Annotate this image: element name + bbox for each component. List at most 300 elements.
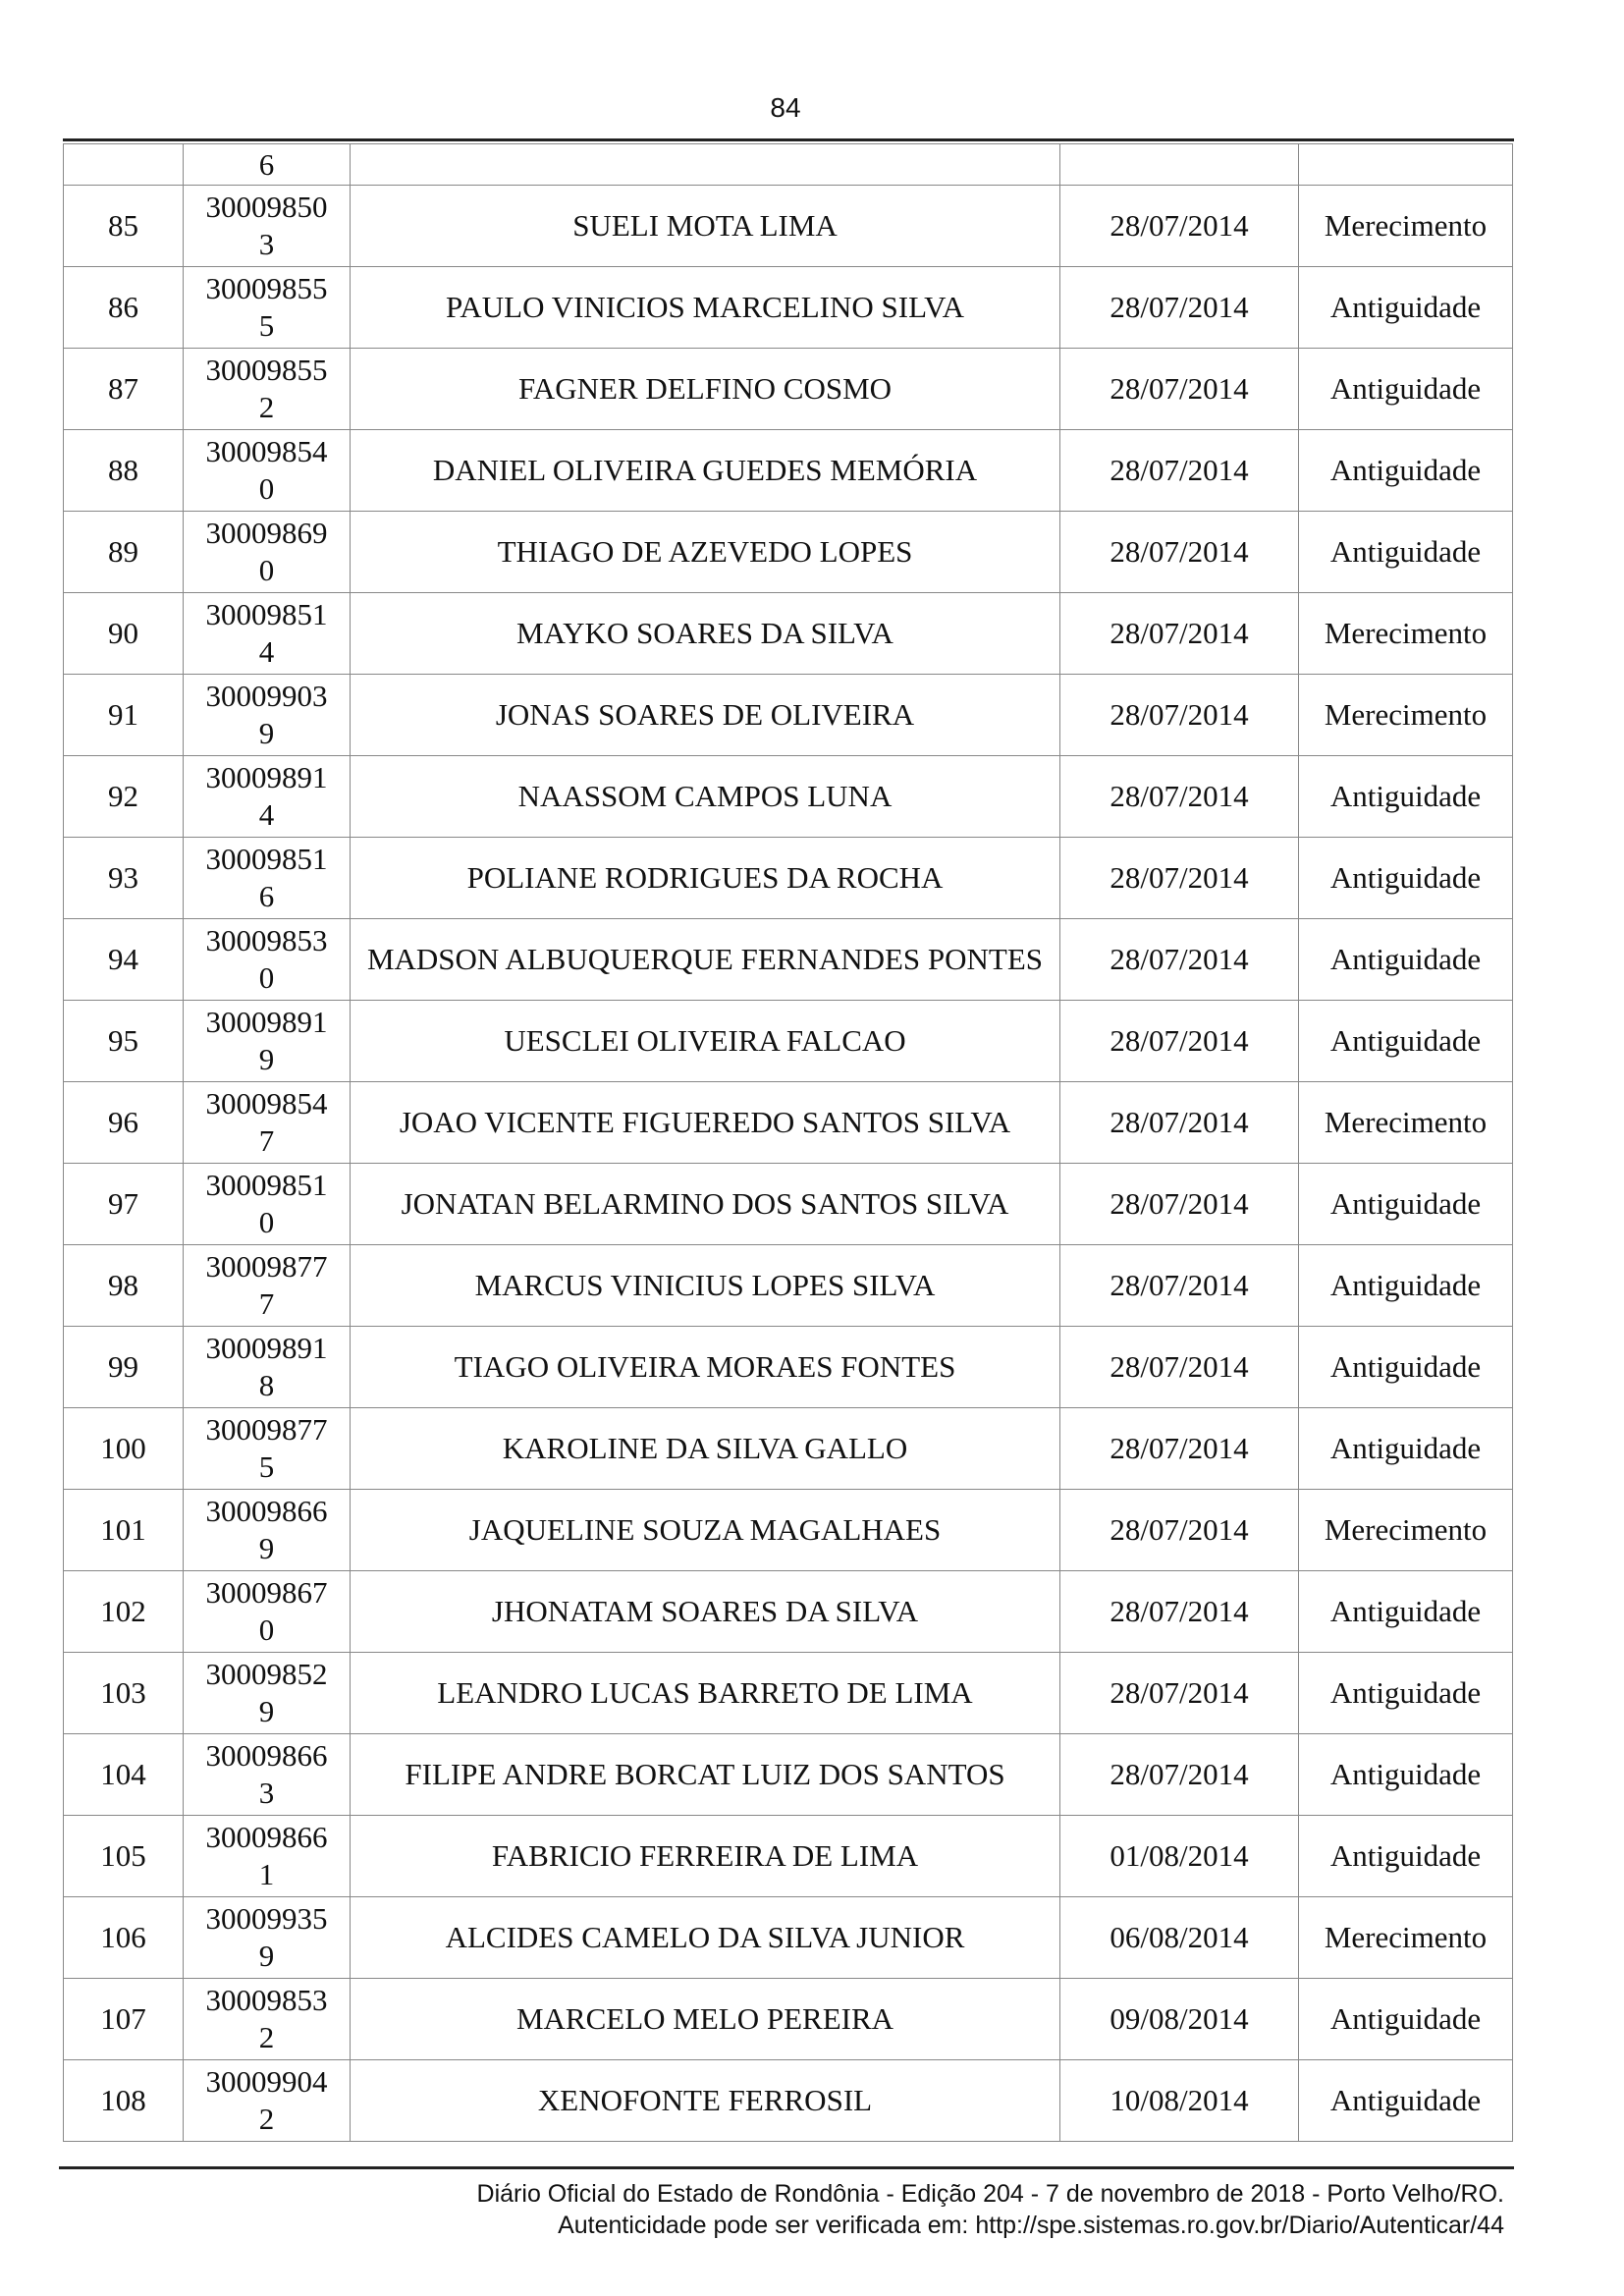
date-cell (1060, 1327, 1299, 1408)
row-number-cell (64, 2060, 184, 2142)
criterion-cell-text: Merecimento (1324, 1512, 1488, 1547)
date-cell (1060, 144, 1299, 186)
criterion-cell-text: Antiguidade (1329, 1023, 1482, 1058)
name-cell-text: SUELI MOTA LIMA (572, 208, 838, 243)
table-row (64, 186, 1513, 267)
date-cell-text: 28/07/2014 (1110, 1757, 1249, 1791)
registration-cell-text: 3 (258, 1776, 275, 1810)
date-cell (1060, 186, 1299, 267)
date-cell (1060, 756, 1299, 838)
row-number-cell (64, 430, 184, 512)
criterion-cell-text: Antiguidade (1329, 1186, 1482, 1221)
registration-cell (184, 1164, 351, 1245)
registration-cell-text: 30009855 (205, 353, 328, 387)
row-number-cell-text: 87 (108, 371, 138, 406)
registration-cell-text: 30009866 (205, 1738, 328, 1773)
date-cell (1060, 430, 1299, 512)
registration-cell (184, 186, 351, 267)
row-number-cell-text: 96 (108, 1105, 138, 1139)
name-cell-text: MARCUS VINICIUS LOPES SILVA (474, 1268, 936, 1302)
registration-cell (184, 512, 351, 593)
criterion-cell-text: Antiguidade (1329, 942, 1482, 976)
row-number-cell-text: 85 (108, 208, 138, 243)
name-cell-text: JHONATAM SOARES DA SILVA (491, 1594, 919, 1628)
date-cell-text: 28/07/2014 (1110, 534, 1249, 569)
date-cell-text: 01/08/2014 (1110, 1838, 1249, 1873)
registration-cell-text: 9 (258, 1531, 275, 1565)
table-row (64, 1082, 1513, 1164)
criterion-cell-text: Antiguidade (1329, 1594, 1482, 1628)
row-number-cell-text: 106 (100, 1920, 146, 1954)
criterion-cell-text: Antiguidade (1329, 290, 1482, 324)
registration-cell-text: 30009851 (205, 597, 328, 631)
criterion-cell (1299, 1408, 1513, 1490)
table-row (64, 838, 1513, 919)
registration-cell-text: 30009855 (205, 271, 328, 305)
registration-cell (184, 349, 351, 430)
registration-cell-text: 9 (258, 1939, 275, 1973)
registration-cell-text: 6 (258, 879, 275, 913)
registration-cell (184, 756, 351, 838)
date-cell-text: 28/07/2014 (1110, 1512, 1249, 1547)
name-cell (351, 430, 1060, 512)
row-number-cell (64, 349, 184, 430)
criterion-cell-text: Antiguidade (1329, 2001, 1482, 2036)
criterion-cell (1299, 512, 1513, 593)
registration-cell-text: 3 (258, 227, 275, 261)
registration-cell-text: 4 (258, 634, 275, 669)
table-row (64, 512, 1513, 593)
registration-cell-text: 5 (258, 308, 275, 343)
row-number-cell-text: 97 (108, 1186, 138, 1221)
date-cell (1060, 1816, 1299, 1897)
table-row (64, 1653, 1513, 1734)
row-number-cell-text: 89 (108, 534, 138, 569)
name-cell (351, 675, 1060, 756)
name-cell (351, 1082, 1060, 1164)
criterion-cell-text: Antiguidade (1329, 779, 1482, 813)
registration-cell (184, 2060, 351, 2142)
footer-publication: Diário Oficial do Estado de Rondônia - Edição 204 - 7 de novembro de 2018 - Porto Velho/RO. (476, 2180, 1504, 2208)
row-number-cell (64, 1408, 184, 1490)
criterion-cell (1299, 1164, 1513, 1245)
row-number-cell-text: 88 (108, 453, 138, 487)
date-cell-text: 28/07/2014 (1110, 779, 1249, 813)
date-cell-text: 28/07/2014 (1110, 208, 1249, 243)
row-number-cell-text: 100 (100, 1431, 146, 1465)
registration-cell-text: 30009866 (205, 1494, 328, 1528)
date-cell (1060, 1001, 1299, 1082)
name-cell (351, 349, 1060, 430)
table-row (64, 1327, 1513, 1408)
date-cell (1060, 267, 1299, 349)
date-cell-text: 28/07/2014 (1110, 1675, 1249, 1710)
registration-cell-text: 30009853 (205, 923, 328, 957)
date-cell (1060, 675, 1299, 756)
table-row (64, 756, 1513, 838)
table-row (64, 1001, 1513, 1082)
criterion-cell (1299, 1979, 1513, 2060)
name-cell (351, 1001, 1060, 1082)
row-number-cell-text: 104 (100, 1757, 146, 1791)
registration-cell-text: 30009903 (205, 679, 328, 713)
row-number-cell-text: 103 (100, 1675, 146, 1710)
name-cell-text: POLIANE RODRIGUES DA ROCHA (466, 860, 944, 895)
date-cell (1060, 1734, 1299, 1816)
registration-cell (184, 1001, 351, 1082)
table-row (64, 1245, 1513, 1327)
registration-cell-text: 30009854 (205, 434, 328, 468)
registration-cell-text: 2 (258, 390, 275, 424)
name-cell (351, 919, 1060, 1001)
personnel-table (63, 143, 1513, 2142)
row-number-cell (64, 1327, 184, 1408)
name-cell (351, 756, 1060, 838)
name-cell-text: LEANDRO LUCAS BARRETO DE LIMA (437, 1675, 973, 1710)
row-number-cell (64, 1245, 184, 1327)
registration-cell-text: 30009891 (205, 760, 328, 794)
name-cell-text: JAQUELINE SOUZA MAGALHAES (468, 1512, 942, 1547)
date-cell-text: 28/07/2014 (1110, 453, 1249, 487)
registration-cell (184, 267, 351, 349)
row-number-cell (64, 1001, 184, 1082)
row-number-cell-text: 102 (100, 1594, 146, 1628)
name-cell-text: MAYKO SOARES DA SILVA (516, 616, 893, 650)
registration-cell (184, 593, 351, 675)
row-number-cell (64, 593, 184, 675)
date-cell (1060, 2060, 1299, 2142)
date-cell-text: 28/07/2014 (1110, 1268, 1249, 1302)
name-cell-text: MARCELO MELO PEREIRA (515, 2001, 894, 2036)
registration-cell-text: 30009867 (205, 1575, 328, 1610)
name-cell (351, 1327, 1060, 1408)
table-row (64, 1897, 1513, 1979)
name-cell (351, 186, 1060, 267)
row-number-cell (64, 1816, 184, 1897)
name-cell (351, 1897, 1060, 1979)
date-cell-text: 28/07/2014 (1110, 1105, 1249, 1139)
footer-rule (59, 2166, 1514, 2169)
date-cell (1060, 593, 1299, 675)
row-number-cell-text: 94 (108, 942, 138, 976)
table-row (64, 919, 1513, 1001)
row-number-cell-text: 108 (100, 2083, 146, 2117)
registration-cell (184, 1082, 351, 1164)
criterion-cell (1299, 675, 1513, 756)
row-number-cell (64, 919, 184, 1001)
registration-cell (184, 1327, 351, 1408)
date-cell (1060, 1164, 1299, 1245)
date-cell (1060, 1490, 1299, 1571)
registration-cell-text: 30009852 (205, 1657, 328, 1691)
registration-cell-text: 1 (258, 1857, 275, 1891)
name-cell (351, 1734, 1060, 1816)
page-number: 84 (770, 92, 801, 123)
registration-cell (184, 1408, 351, 1490)
registration-cell-text: 30009851 (205, 842, 328, 876)
header-rule (63, 138, 1514, 141)
row-number-cell-text: 98 (108, 1268, 138, 1302)
row-number-cell-text: 92 (108, 779, 138, 813)
registration-cell-text: 0 (258, 553, 275, 587)
criterion-cell (1299, 144, 1513, 186)
registration-cell (184, 919, 351, 1001)
registration-cell-text: 9 (258, 716, 275, 750)
date-cell-text: 28/07/2014 (1110, 860, 1249, 895)
name-cell-text: NAASSOM CAMPOS LUNA (517, 779, 893, 813)
registration-cell (184, 1490, 351, 1571)
criterion-cell-text: Antiguidade (1329, 453, 1482, 487)
date-cell-text: 09/08/2014 (1110, 2001, 1249, 2036)
criterion-cell-text: Antiguidade (1329, 534, 1482, 569)
registration-cell-text: 30009877 (205, 1412, 328, 1447)
row-number-cell-text: 90 (108, 616, 138, 650)
name-cell-text: JOAO VICENTE FIGUEREDO SANTOS SILVA (399, 1105, 1011, 1139)
name-cell-text: KAROLINE DA SILVA GALLO (502, 1431, 908, 1465)
criterion-cell (1299, 349, 1513, 430)
date-cell (1060, 919, 1299, 1001)
criterion-cell (1299, 1001, 1513, 1082)
registration-cell (184, 430, 351, 512)
criterion-cell-text: Antiguidade (1329, 1268, 1482, 1302)
date-cell (1060, 1408, 1299, 1490)
row-number-cell (64, 756, 184, 838)
date-cell (1060, 1979, 1299, 2060)
row-number-cell (64, 838, 184, 919)
name-cell-text: JONAS SOARES DE OLIVEIRA (495, 697, 915, 732)
row-number-cell (64, 675, 184, 756)
row-number-cell (64, 1490, 184, 1571)
date-cell-text: 28/07/2014 (1110, 697, 1249, 732)
table-row (64, 430, 1513, 512)
row-number-cell (64, 1164, 184, 1245)
table-row (64, 1979, 1513, 2060)
name-cell-text: DANIEL OLIVEIRA GUEDES MEMÓRIA (432, 453, 978, 487)
table-row (64, 1490, 1513, 1571)
registration-cell (184, 1734, 351, 1816)
registration-cell-text: 0 (258, 960, 275, 995)
name-cell (351, 1164, 1060, 1245)
criterion-cell-text: Antiguidade (1329, 2083, 1482, 2117)
name-cell (351, 838, 1060, 919)
registration-cell (184, 1979, 351, 2060)
date-cell-text: 28/07/2014 (1110, 942, 1249, 976)
name-cell (351, 2060, 1060, 2142)
registration-cell-text: 9 (258, 1694, 275, 1728)
criterion-cell (1299, 1816, 1513, 1897)
registration-cell-text: 0 (258, 471, 275, 506)
row-number-cell (64, 1734, 184, 1816)
row-number-cell-text: 91 (108, 697, 138, 732)
date-cell (1060, 1571, 1299, 1653)
criterion-cell-text: Antiguidade (1329, 1757, 1482, 1791)
row-number-cell (64, 1653, 184, 1734)
criterion-cell-text: Antiguidade (1329, 371, 1482, 406)
registration-cell-text: 2 (258, 2020, 275, 2054)
criterion-cell-text: Merecimento (1324, 697, 1488, 732)
criterion-cell-text: Antiguidade (1329, 1349, 1482, 1384)
criterion-cell-text: Antiguidade (1329, 1838, 1482, 1873)
criterion-cell (1299, 1653, 1513, 1734)
registration-cell-text: 0 (258, 1205, 275, 1239)
registration-cell-text: 0 (258, 1613, 275, 1647)
date-cell-text: 06/08/2014 (1110, 1920, 1249, 1954)
registration-cell (184, 1245, 351, 1327)
criterion-cell (1299, 1490, 1513, 1571)
name-cell-text: TIAGO OLIVEIRA MORAES FONTES (454, 1349, 956, 1384)
footer (477, 2178, 1504, 2241)
date-cell-text: 28/07/2014 (1110, 290, 1249, 324)
name-cell (351, 267, 1060, 349)
criterion-cell (1299, 919, 1513, 1001)
registration-cell-text: 30009853 (205, 1983, 328, 2017)
row-number-cell-text: 99 (108, 1349, 138, 1384)
registration-cell-text: 30009850 (205, 190, 328, 224)
date-cell (1060, 1082, 1299, 1164)
name-cell (351, 512, 1060, 593)
registration-cell-text: 30009891 (205, 1005, 328, 1039)
row-number-cell (64, 1571, 184, 1653)
criterion-cell (1299, 430, 1513, 512)
criterion-cell-text: Merecimento (1324, 1920, 1488, 1954)
date-cell (1060, 1245, 1299, 1327)
row-number-cell (64, 1082, 184, 1164)
registration-cell: 6 (184, 144, 351, 186)
date-cell-text: 28/07/2014 (1110, 1349, 1249, 1384)
name-cell (351, 1816, 1060, 1897)
criterion-cell-text: Merecimento (1324, 1105, 1488, 1139)
row-number-cell-text: 107 (100, 2001, 146, 2036)
name-cell-text: MADSON ALBUQUERQUE FERNANDES PONTES (366, 942, 1044, 976)
criterion-cell-text: Merecimento (1324, 208, 1488, 243)
criterion-cell-text: Antiguidade (1329, 1675, 1482, 1710)
name-cell (351, 1245, 1060, 1327)
name-cell-text: UESCLEI OLIVEIRA FALCAO (504, 1023, 906, 1058)
row-number-cell-text: 101 (100, 1512, 146, 1547)
row-number-cell (64, 1897, 184, 1979)
table-row-continued (64, 144, 1513, 186)
registration-cell-text: 7 (258, 1123, 275, 1158)
registration-cell-text: 2 (258, 2102, 275, 2136)
criterion-cell (1299, 756, 1513, 838)
name-cell-text: FABRICIO FERREIRA DE LIMA (491, 1838, 919, 1873)
date-cell-text: 28/07/2014 (1110, 1186, 1249, 1221)
registration-cell (184, 675, 351, 756)
registration-cell-text: 30009854 (205, 1086, 328, 1121)
registration-cell-text: 8 (258, 1368, 275, 1402)
name-cell-text: JONATAN BELARMINO DOS SANTOS SILVA (401, 1186, 1009, 1221)
criterion-cell-text: Antiguidade (1329, 1431, 1482, 1465)
table-row (64, 2060, 1513, 2142)
name-cell (351, 1571, 1060, 1653)
name-cell-text: XENOFONTE FERROSIL (537, 2083, 873, 2117)
footer-authenticity: Autenticidade pode ser verificada em: http://spe.sistemas.ro.gov.br/Diario/Autenticar/44 (558, 2212, 1504, 2239)
name-cell (351, 1490, 1060, 1571)
row-number-cell (64, 267, 184, 349)
criterion-cell (1299, 838, 1513, 919)
criterion-cell (1299, 1245, 1513, 1327)
registration-cell-text: 30009877 (205, 1249, 328, 1284)
date-cell-text: 28/07/2014 (1110, 1594, 1249, 1628)
date-cell-text: 28/07/2014 (1110, 1431, 1249, 1465)
row-number-cell (64, 1979, 184, 2060)
registration-cell-text: 30009904 (205, 2064, 328, 2099)
table-row (64, 349, 1513, 430)
row-number-cell-text: 86 (108, 290, 138, 324)
date-cell (1060, 838, 1299, 919)
criterion-cell (1299, 1327, 1513, 1408)
criterion-cell (1299, 186, 1513, 267)
table-row (64, 1734, 1513, 1816)
date-cell (1060, 349, 1299, 430)
date-cell-text: 10/08/2014 (1110, 2083, 1249, 2117)
name-cell (351, 593, 1060, 675)
registration-cell-text: 9 (258, 1042, 275, 1076)
name-cell-text: FAGNER DELFINO COSMO (517, 371, 893, 406)
criterion-cell (1299, 1734, 1513, 1816)
criterion-cell (1299, 1571, 1513, 1653)
name-cell-text: THIAGO DE AZEVEDO LOPES (497, 534, 913, 569)
date-cell (1060, 1653, 1299, 1734)
name-cell-text: ALCIDES CAMELO DA SILVA JUNIOR (445, 1920, 965, 1954)
row-number-cell (64, 144, 184, 186)
registration-cell-text: 4 (258, 797, 275, 832)
criterion-cell-text: Merecimento (1324, 616, 1488, 650)
criterion-cell (1299, 2060, 1513, 2142)
date-cell (1060, 512, 1299, 593)
registration-cell-text: 5 (258, 1449, 275, 1484)
criterion-cell (1299, 267, 1513, 349)
name-cell (351, 1653, 1060, 1734)
registration-cell-text: 30009866 (205, 1820, 328, 1854)
table-row (64, 675, 1513, 756)
registration-cell-text: 7 (258, 1286, 275, 1321)
date-cell (1060, 1897, 1299, 1979)
criterion-cell (1299, 593, 1513, 675)
registration-cell (184, 1653, 351, 1734)
criterion-cell (1299, 1897, 1513, 1979)
registration-cell (184, 1897, 351, 1979)
name-cell (351, 144, 1060, 186)
criterion-cell (1299, 1082, 1513, 1164)
criterion-cell-text: Antiguidade (1329, 860, 1482, 895)
name-cell (351, 1408, 1060, 1490)
table-row (64, 1571, 1513, 1653)
registration-cell-text: 30009935 (205, 1901, 328, 1936)
date-cell-text: 28/07/2014 (1110, 1023, 1249, 1058)
table-row (64, 267, 1513, 349)
row-number-cell-text: 105 (100, 1838, 146, 1873)
date-cell-text: 28/07/2014 (1110, 371, 1249, 406)
table-row (64, 1164, 1513, 1245)
name-cell-text: PAULO VINICIOS MARCELINO SILVA (446, 290, 964, 324)
date-cell-text: 28/07/2014 (1110, 616, 1249, 650)
table-row (64, 1408, 1513, 1490)
table-row (64, 593, 1513, 675)
name-cell (351, 1979, 1060, 2060)
row-number-cell-text: 95 (108, 1023, 138, 1058)
name-cell-text: FILIPE ANDRE BORCAT LUIZ DOS SANTOS (405, 1757, 1005, 1791)
registration-cell-text: 30009851 (205, 1168, 328, 1202)
row-number-cell (64, 186, 184, 267)
registration-cell (184, 1816, 351, 1897)
registration-cell (184, 838, 351, 919)
row-number-cell (64, 512, 184, 593)
registration-cell-text: 30009891 (205, 1331, 328, 1365)
registration-cell (184, 1571, 351, 1653)
table-row (64, 1816, 1513, 1897)
registration-cell-text: 30009869 (205, 516, 328, 550)
